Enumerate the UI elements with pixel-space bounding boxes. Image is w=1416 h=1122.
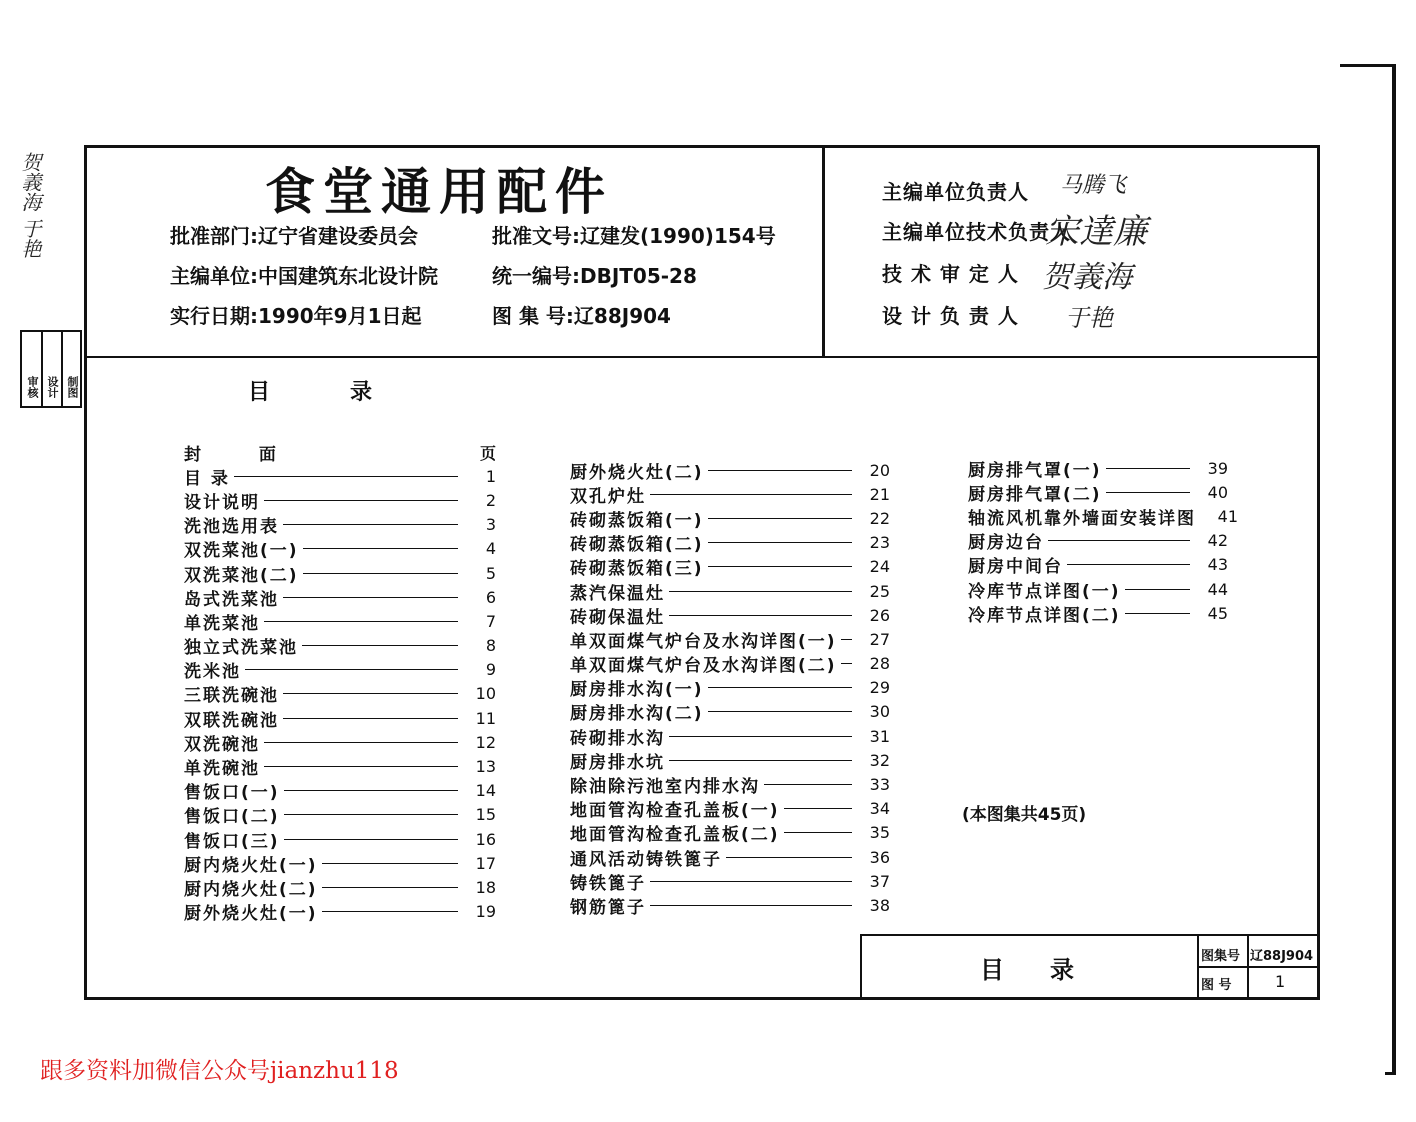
toc-leader: [1067, 564, 1190, 565]
toc-entry-page: 33: [869, 775, 890, 795]
toc-entry-page: 10: [475, 684, 496, 704]
toc-column-3: [968, 456, 1238, 626]
role-chief-unit-head: 主编单位负责人: [882, 180, 1029, 204]
toc-leader: [302, 645, 458, 646]
toc-leader: [708, 566, 852, 567]
toc-leader: [708, 687, 852, 688]
toc-entry: [968, 504, 1238, 529]
sheet-number-value: 1: [1275, 972, 1286, 991]
toc-leader: [303, 548, 458, 549]
toc-entry-page: 41: [1217, 506, 1238, 526]
toc-entry-label: 售饭口(二): [184, 807, 280, 828]
toc-leader: [1125, 613, 1190, 614]
toc-entry-label: 冷库节点详图(一): [968, 581, 1121, 602]
side-label-drafting: 制图: [66, 376, 79, 398]
page-edge-bracket-bottom: [1385, 1072, 1396, 1075]
toc-entry-label: 厨房排气罩(一): [968, 460, 1102, 481]
toc-entry: [570, 869, 890, 893]
toc-entry-page: 32: [869, 750, 890, 770]
toc-leader: [1106, 468, 1190, 469]
toc-entry-page: 43: [1207, 555, 1228, 575]
toc-entry-page: 9: [485, 660, 496, 680]
signature-technical-head: 宋達廉: [1045, 212, 1147, 252]
toc-entry-page: 5: [485, 563, 496, 583]
toc-entry: [968, 601, 1228, 625]
toc-entry-label: 冷库节点详图(二): [968, 605, 1121, 626]
toc-entry-label: 厨内烧火灶(一): [184, 855, 318, 876]
toc-column-1: [184, 440, 496, 924]
toc-entry-page: 40: [1207, 482, 1228, 502]
toc-leader: [650, 881, 852, 882]
toc-entry-page: 31: [869, 726, 890, 746]
toc-leader: [708, 470, 852, 471]
toc-entry: [184, 634, 496, 658]
header-divider: [84, 356, 1320, 358]
page-edge-bracket: [1392, 66, 1396, 1074]
toc-entry: [184, 609, 496, 633]
toc-entry: [570, 506, 890, 530]
toc-entry-label: 蒸汽保温灶: [570, 583, 665, 604]
toc-leader: [1125, 589, 1190, 590]
toc-entry: [184, 585, 496, 609]
toc-entry-page: 2: [485, 490, 496, 510]
toc-entry: [570, 700, 890, 724]
toc-entry-page: 37: [869, 871, 890, 891]
toc-leader: [669, 736, 852, 737]
toc-entry-page: 19: [475, 902, 496, 922]
toc-entry: [968, 456, 1228, 480]
role-technical-reviewer: 技 术 审 定 人: [882, 262, 1019, 286]
toc-leader: [650, 905, 852, 906]
toc-entry-label: 钢筋篦子: [570, 897, 646, 918]
toc-leader: [284, 790, 458, 791]
toc-entry-label: 砖砌排水沟: [570, 728, 665, 749]
watermark-text: 跟多资料加微信公众号jianzhu118: [40, 1058, 399, 1084]
toc-entry-label: 厨外烧火灶(二): [570, 462, 704, 483]
editor-unit: 主编单位:中国建筑东北设计院: [170, 264, 438, 288]
toc-entry-label: 地面管沟检查孔盖板(一): [570, 801, 780, 822]
toc-entry: [184, 851, 496, 875]
toc-entry-page: 29: [869, 678, 890, 698]
toc-entry-page: 17: [475, 853, 496, 873]
toc-entry: [570, 893, 890, 917]
toc-entry-label: 洗米池: [184, 662, 241, 683]
toc-entry: [570, 458, 890, 482]
toc-entry-label: 厨外烧火灶(一): [184, 904, 318, 925]
side-label-design: 设计: [46, 376, 59, 398]
toc-entry-page: 7: [485, 611, 496, 631]
title-block-name: 目录: [980, 956, 1120, 984]
total-pages-note: (本图集共45页): [962, 805, 1087, 825]
toc-leader: [669, 591, 852, 592]
toc-entry-page: 6: [485, 587, 496, 607]
atlas-number-label: 图集号: [1201, 949, 1241, 964]
toc-leader: [1048, 540, 1190, 541]
toc-entry: [570, 821, 890, 845]
toc-entry-label: 单双面煤气炉台及水沟详图(二): [570, 656, 837, 677]
toc-entry-page: 26: [869, 605, 890, 625]
toc-entry-page: 23: [869, 533, 890, 553]
side-label-review: 审核: [26, 376, 39, 398]
toc-leader: [284, 814, 458, 815]
toc-entry-label: 三联洗碗池: [184, 686, 279, 707]
toc-leader: [264, 766, 458, 767]
toc-entry-page: 3: [485, 515, 496, 535]
toc-leader: [841, 663, 852, 664]
toc-entry-label: 厨房边台: [968, 533, 1044, 554]
toc-entry-page: 34: [869, 799, 890, 819]
toc-entry-label: 厨内烧火灶(二): [184, 879, 318, 900]
toc-entry: [570, 724, 890, 748]
toc-entry: [570, 797, 890, 821]
toc-entry-label: 设计说明: [184, 492, 260, 513]
toc-entry-label: 双洗菜池(一): [184, 541, 299, 562]
toc-entry: [570, 772, 890, 796]
toc-entry-page: 44: [1207, 579, 1228, 599]
toc-entry: [184, 754, 496, 778]
signature-chief-unit-head: 马腾飞: [1060, 173, 1127, 198]
side-stamp-divider: [61, 332, 63, 406]
toc-entry-page: 39: [1207, 458, 1228, 478]
toc-entry: [184, 779, 496, 803]
toc-header-row: [184, 440, 496, 464]
toc-entry-page: 13: [475, 757, 496, 777]
toc-entry: [570, 603, 890, 627]
toc-entry: [570, 531, 890, 555]
toc-entry: [570, 676, 890, 700]
toc-leader: [1106, 492, 1190, 493]
toc-leader: [283, 718, 458, 719]
toc-entry-label: 单双面煤气炉台及水沟详图(一): [570, 631, 837, 652]
toc-entry-label: 双洗碗池: [184, 734, 260, 755]
toc-leader: [669, 615, 852, 616]
toc-entry-label: 通风活动铸铁篦子: [570, 849, 722, 870]
atlas-number: 图 集 号:辽88J904: [492, 304, 671, 328]
toc-entry-page: 16: [475, 829, 496, 849]
header-vertical-divider: [822, 147, 825, 356]
toc-entry-label: 砖砌蒸饭箱(一): [570, 510, 704, 531]
toc-entry: [570, 652, 890, 676]
toc-entry-page: 页: [479, 443, 496, 463]
toc-entry-label: 单洗碗池: [184, 759, 260, 780]
toc-leader: [245, 669, 458, 670]
toc-entry-label: 双孔炉灶: [570, 486, 646, 507]
sheet-number-label: 图 号: [1201, 978, 1232, 993]
toc-entry-page: 35: [869, 823, 890, 843]
toc-leader: [784, 808, 852, 809]
toc-entry-page: 24: [869, 557, 890, 577]
toc-entry-page: 18: [475, 877, 496, 897]
toc-entry-label: 厨房排水坑: [570, 752, 665, 773]
toc-entry: [570, 482, 890, 506]
toc-entry: [184, 875, 496, 899]
title-block-divider: [1197, 966, 1318, 968]
toc-leader: [303, 573, 458, 574]
toc-entry-page: 36: [869, 847, 890, 867]
toc-entry-page: 28: [869, 654, 890, 674]
toc-entry-page: 45: [1207, 603, 1228, 623]
toc-entry: [570, 555, 890, 579]
approval-doc: 批准文号:辽建发(1990)154号: [492, 224, 776, 248]
side-stamp-divider: [41, 332, 43, 406]
toc-entry-label: 轴流风机靠外墙面安装详图: [968, 508, 1196, 529]
toc-leader: [726, 857, 852, 858]
toc-column-2: [570, 458, 890, 918]
toc-entry: [570, 579, 890, 603]
toc-entry-page: 1: [485, 466, 496, 486]
toc-entry: [184, 900, 496, 924]
toc-entry: [184, 513, 496, 537]
toc-leader: [764, 784, 852, 785]
toc-leader: [283, 693, 458, 694]
toc-entry-label: 铸铁篦子: [570, 873, 646, 894]
toc-entry: [184, 561, 496, 585]
toc-entry-label: 双联洗碗池: [184, 710, 279, 731]
toc-entry: [184, 464, 496, 488]
role-design-head: 设 计 负 责 人: [882, 304, 1019, 328]
toc-entry-page: 21: [869, 484, 890, 504]
toc-entry: [184, 537, 496, 561]
toc-leader: [784, 832, 852, 833]
toc-entry-page: 15: [475, 805, 496, 825]
toc-entry-label: 售饭口(三): [184, 831, 280, 852]
toc-entry-page: 20: [869, 460, 890, 480]
atlas-title: 食堂通用配件: [265, 163, 613, 221]
toc-leader: [264, 621, 458, 622]
toc-entry-page: 30: [869, 702, 890, 722]
signature-technical-reviewer: 贺義海: [1042, 260, 1132, 295]
toc-entry-label: 砖砌蒸饭箱(三): [570, 559, 704, 580]
approval-dept: 批准部门:辽宁省建设委员会: [170, 224, 418, 248]
toc-leader: [283, 524, 458, 525]
toc-entry: [184, 730, 496, 754]
role-technical-head: 主编单位技术负责人: [882, 220, 1071, 244]
toc-entry-page: 42: [1207, 531, 1228, 551]
toc-leader: [234, 476, 458, 477]
toc-entry: [184, 488, 496, 512]
toc-leader: [283, 597, 458, 598]
toc-entry-page: 22: [869, 508, 890, 528]
toc-leader: [669, 760, 852, 761]
toc-entry-label: 独立式洗菜池: [184, 638, 298, 659]
toc-entry-label: 除油除污池室内排水沟: [570, 777, 760, 798]
toc-leader: [264, 500, 458, 501]
toc-entry-label: 洗池选用表: [184, 517, 279, 538]
toc-leader: [841, 639, 852, 640]
toc-entry: [184, 658, 496, 682]
toc-entry-label: 砖砌保温灶: [570, 607, 665, 628]
toc-entry: [184, 706, 496, 730]
toc-entry: [184, 682, 496, 706]
toc-entry: [570, 845, 890, 869]
toc-entry-label: 厨房排水沟(二): [570, 704, 704, 725]
toc-entry-page: 12: [475, 732, 496, 752]
side-signature: 贺義海 于艳: [18, 152, 42, 259]
toc-entry: [968, 577, 1228, 601]
page-edge-bracket-top: [1340, 64, 1396, 67]
toc-entry-label: 砖砌蒸饭箱(二): [570, 535, 704, 556]
toc-leader: [322, 887, 458, 888]
toc-leader: [322, 863, 458, 864]
unified-number: 统一编号:DBJT05-28: [492, 264, 697, 288]
toc-entry-page: 14: [475, 781, 496, 801]
toc-leader: [264, 742, 458, 743]
toc-entry: [968, 480, 1228, 504]
toc-entry-label: 双洗菜池(二): [184, 565, 299, 586]
effective-date: 实行日期:1990年9月1日起: [170, 304, 422, 328]
toc-leader: [322, 911, 458, 912]
toc-entry-label: 厨房排气罩(二): [968, 484, 1102, 505]
toc-entry-page: 25: [869, 581, 890, 601]
toc-entry-page: 11: [475, 708, 496, 728]
toc-entry-label: 目 录: [184, 468, 230, 489]
toc-entry: [184, 827, 496, 851]
toc-leader: [708, 711, 852, 712]
toc-entry-page: 8: [485, 636, 496, 656]
toc-heading: 目录: [248, 380, 453, 405]
toc-entry-page: 27: [869, 629, 890, 649]
atlas-number-value: 辽88J904: [1250, 949, 1314, 964]
toc-entry-label: 地面管沟检查孔盖板(二): [570, 825, 780, 846]
signature-design-head: 于艳: [1065, 304, 1113, 332]
toc-entry-label: 封 面: [184, 444, 302, 465]
toc-entry-label: 单洗菜池: [184, 613, 260, 634]
toc-leader: [708, 518, 852, 519]
toc-leader: [708, 542, 852, 543]
toc-entry: [184, 803, 496, 827]
toc-entry-label: 售饭口(一): [184, 783, 280, 804]
toc-entry-label: 厨房排水沟(一): [570, 680, 704, 701]
toc-entry: [570, 748, 890, 772]
toc-entry: [968, 553, 1228, 577]
toc-entry: [570, 627, 890, 651]
toc-entry-page: 4: [485, 539, 496, 559]
toc-entry-page: 38: [869, 895, 890, 915]
toc-entry: [968, 529, 1228, 553]
toc-entry-label: 岛式洗菜池: [184, 589, 279, 610]
toc-leader: [284, 839, 458, 840]
toc-leader: [650, 494, 852, 495]
toc-entry-label: 厨房中间台: [968, 557, 1063, 578]
